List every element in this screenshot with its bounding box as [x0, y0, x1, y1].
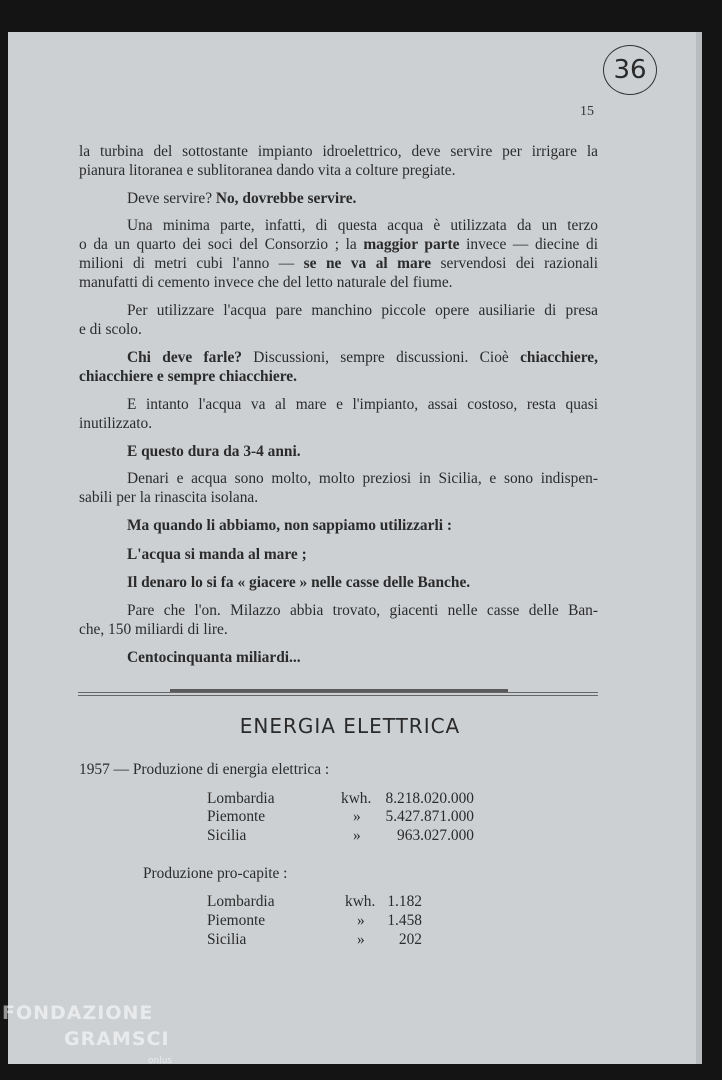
text-line [127, 189, 356, 208]
text-line: sabili per la rinascita isolana. [79, 489, 259, 506]
per-capita-region: Sicilia [207, 931, 247, 948]
text-line: Centocinquanta miliardi... [127, 649, 301, 666]
text-line: manufatti di cemento invece che del letto naturale del fiume. [79, 274, 453, 291]
text-line: inutilizzato. [79, 415, 153, 432]
production-heading: 1957 — Produzione di energia elettrica : [79, 761, 330, 778]
per-capita-unit: » [357, 931, 365, 948]
production-unit: » [353, 827, 361, 844]
separator-rule [78, 695, 598, 696]
page-number: 15 [580, 104, 594, 119]
per-capita-unit: » [357, 912, 365, 929]
text-line: Il denaro lo si fa « giacere » nelle casse delle Banche. [127, 574, 471, 591]
separator-rule [78, 692, 598, 693]
watermark-line: FONDAZIONE [2, 1002, 154, 1024]
text-line: Per utilizzare l'acqua pare manchino piccole opere ausiliarie di presa [127, 302, 598, 319]
text-line [79, 254, 598, 273]
text-line: la turbina del sottostante impianto idroelettrico, deve servire per irrigare la [79, 143, 598, 160]
production-region: Sicilia [207, 827, 247, 844]
text-line: che, 150 miliardi di lire. [79, 621, 228, 638]
text-line: L'acqua si manda al mare ; [127, 546, 307, 563]
page-edge [696, 32, 702, 1064]
production-value: 5.427.871.000 [385, 808, 474, 825]
per-capita-region: Piemonte [207, 912, 266, 929]
production-value: 8.218.020.000 [385, 790, 474, 807]
per-capita-value: 1.458 [387, 912, 422, 929]
text-span: Deve servire? [127, 190, 216, 207]
text-line: Pare che l'on. Milazzo abbia trovato, giacenti nelle casse delle Ban- [127, 602, 598, 619]
separator-rule-heavy [170, 689, 508, 692]
production-unit: kwh. [341, 790, 372, 807]
text-span: Discussioni, sempre discussioni. Cioè [241, 349, 521, 366]
section-title: ENERGIA ELETTRICA [239, 714, 461, 738]
text-span: milioni di metri cubi l'anno — [79, 255, 304, 272]
text-line [79, 235, 598, 254]
text-span: o da un quarto dei soci del Consorzio ; la [79, 236, 364, 253]
production-region: Piemonte [207, 808, 266, 825]
text-span: servendosi dei razionali [431, 255, 598, 272]
watermark-logo [2, 1000, 172, 1066]
text-line: E questo dura da 3-4 anni. [127, 443, 301, 460]
per-capita-value: 202 [398, 931, 422, 948]
bold-text: se ne va al mare [303, 255, 432, 272]
production-region: Lombardia [207, 790, 275, 807]
text-line: chiacchiere e sempre chiacchiere. [79, 368, 297, 385]
production-unit: » [353, 808, 361, 825]
text-line: Una minima parte, infatti, di questa acqua è utilizzata da un terzo [127, 217, 598, 234]
watermark-line: GRAMSCI [64, 1028, 170, 1050]
per-capita-region: Lombardia [207, 893, 275, 910]
handwritten-page-mark: 36 [603, 45, 657, 95]
bold-text: No, dovrebbe servire. [215, 190, 357, 207]
text-line: Denari e acqua sono molto, molto preziosi in Sicilia, e sono indispen- [127, 470, 598, 487]
per-capita-heading: Produzione pro-capite : [143, 865, 288, 882]
watermark-line: onlus [148, 1056, 173, 1066]
per-capita-unit: kwh. [345, 893, 376, 910]
text-line [127, 348, 598, 367]
text-line: Ma quando li abbiamo, non sappiamo utilizzarli : [127, 517, 452, 534]
text-line: E intanto l'acqua va al mare e l'impianto, assai costoso, resta quasi [127, 396, 598, 413]
text-span: invece — diecine di [459, 236, 598, 253]
bold-text: Chi deve farle? [127, 349, 242, 366]
text-line: e di scolo. [79, 321, 142, 338]
bold-text: maggior parte [363, 236, 460, 253]
production-value: 963.027.000 [397, 827, 474, 844]
bold-text: chiacchiere, [520, 349, 598, 366]
text-line: pianura litoranea e sublitoranea dando vita a colture pregiate. [79, 162, 456, 179]
per-capita-value: 1.182 [387, 893, 422, 910]
